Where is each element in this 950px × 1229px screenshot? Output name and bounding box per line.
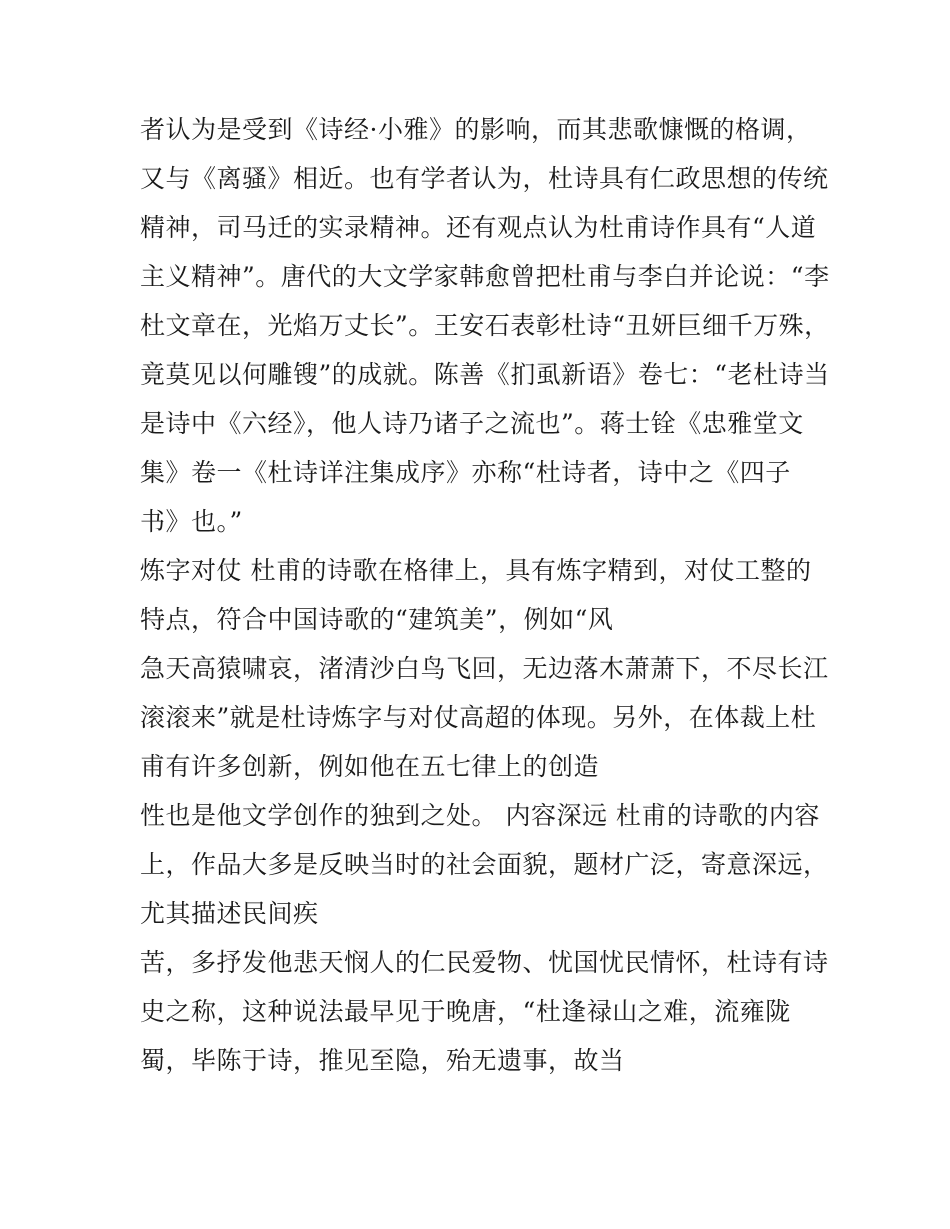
text-line: 特点，符合中国诗歌的“建筑美”，例如“风 bbox=[140, 605, 614, 634]
text-line: 性也是他文学创作的独到之处。 内容深远 杜甫的诗歌的内容 bbox=[140, 801, 820, 830]
text-line: 精神，司马迁的实录精神。还有观点认为杜甫诗作具有“人道 bbox=[140, 213, 817, 242]
text-line: 者认为是受到《诗经·小雅》的影响，而其悲歌慷慨的格调， bbox=[140, 115, 812, 144]
text-line: 史之称，这种说法最早见于晚唐，“杜逢禄山之难，流雍陇 bbox=[140, 997, 791, 1026]
text-line: 苦，多抒发他悲天悯人的仁民爱物、忧国忧民情怀，杜诗有诗 bbox=[140, 948, 829, 977]
text-line: 是诗中《六经》，他人诗乃诸子之流也”。蒋士铨《忠雅堂文 bbox=[140, 409, 804, 438]
text-line: 主义精神”。唐代的大文学家韩愈曾把杜甫与李白并论说：“李 bbox=[140, 262, 830, 291]
text-line: 尤其描述民间疾 bbox=[140, 899, 319, 928]
text-line: 甫有许多创新，例如他在五七律上的创造 bbox=[140, 752, 600, 781]
text-line: 集》卷一《杜诗详注集成序》亦称“杜诗者，诗中之《四子 bbox=[140, 458, 791, 487]
text-line: 滚滚来”就是杜诗炼字与对仗高超的体现。另外，在体裁上杜 bbox=[140, 703, 817, 732]
text-line: 又与《离骚》相近。也有学者认为，杜诗具有仁政思想的传统 bbox=[140, 164, 829, 193]
body-text bbox=[140, 105, 840, 1085]
text-line: 炼字对仗 杜甫的诗歌在格律上，具有炼字精到，对仗工整的 bbox=[140, 556, 812, 585]
text-line: 杜文章在，光焰万丈长”。王安石表彰杜诗“丑妍巨细千万殊， bbox=[140, 311, 830, 340]
text-line: 书》也。” bbox=[140, 507, 243, 536]
text-line: 上，作品大多是反映当时的社会面貌，题材广泛，寄意深远， bbox=[140, 850, 829, 879]
text-line: 蜀，毕陈于诗，推见至隐，殆无遗事，故当 bbox=[140, 1046, 625, 1075]
text-line: 急天高猿啸哀，渚清沙白鸟飞回，无边落木萧萧下，不尽长江 bbox=[140, 654, 829, 683]
text-line: 竟莫见以何雕锼”的成就。陈善《扪虱新语》卷七：“老杜诗当 bbox=[140, 360, 830, 389]
